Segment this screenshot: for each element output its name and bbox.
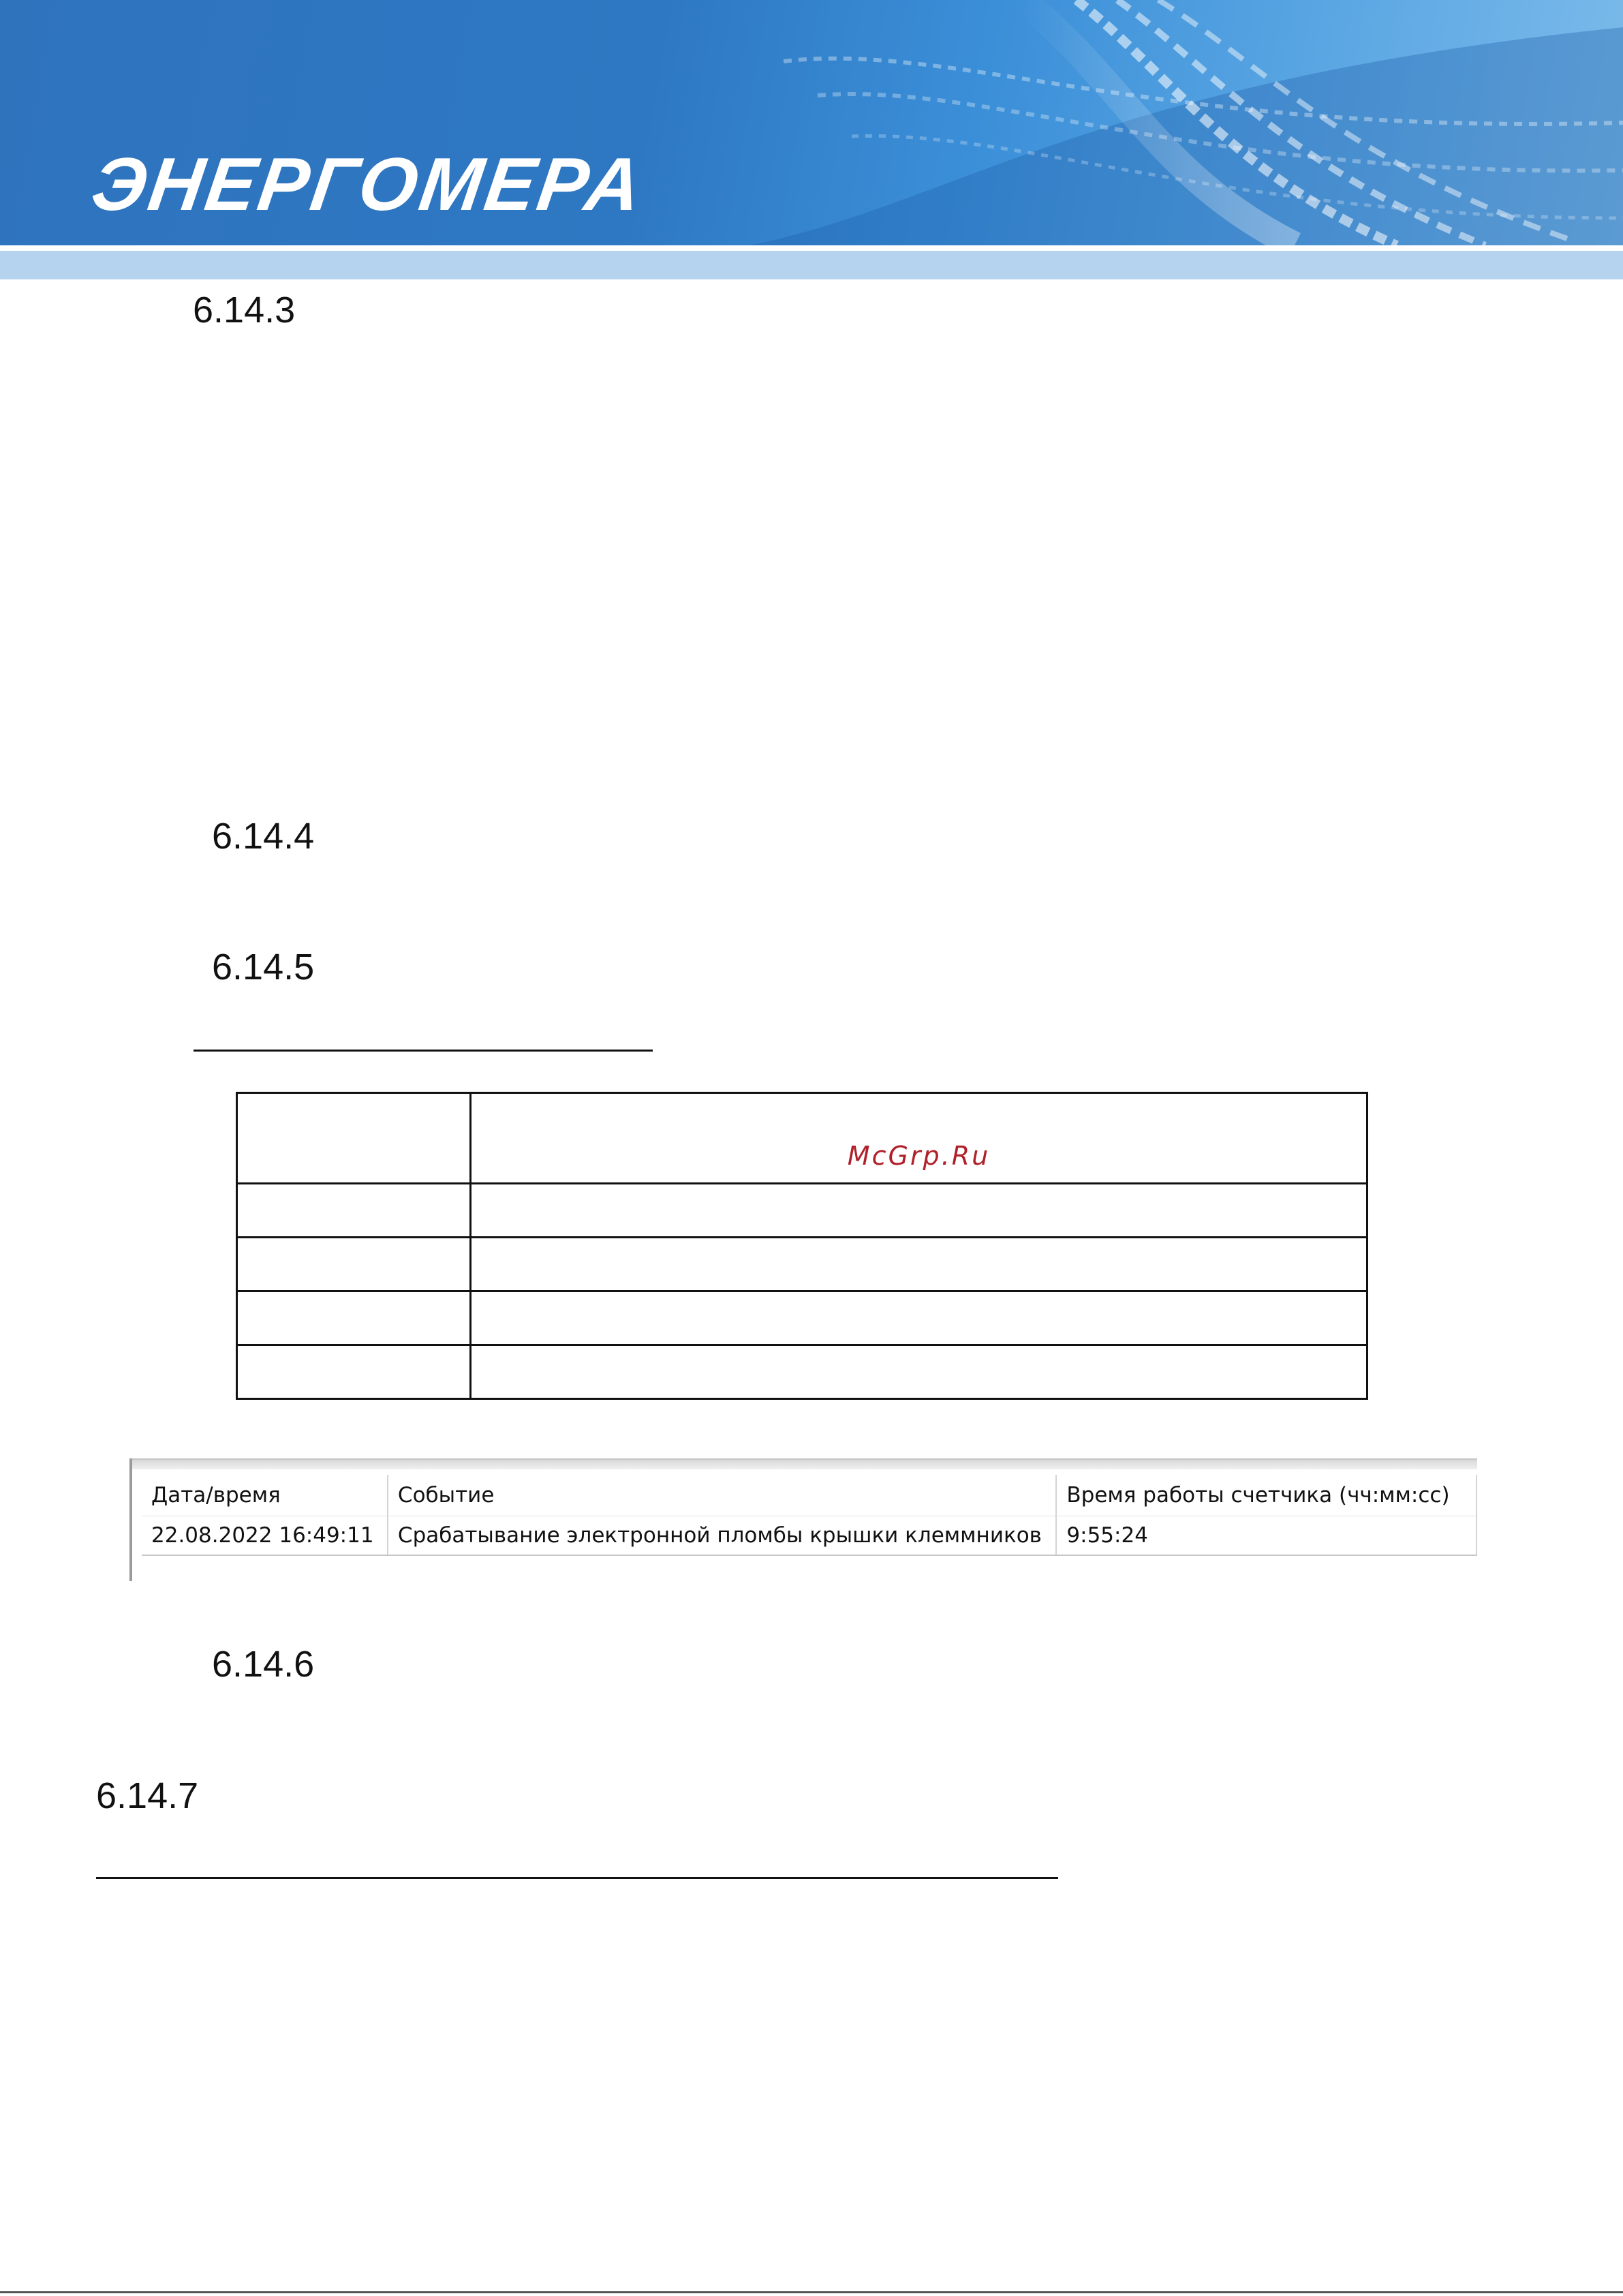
table-header-row <box>237 1093 1367 1184</box>
header-stripe <box>0 251 1623 279</box>
journal-header-row <box>142 1475 1477 1516</box>
table-cell <box>471 1238 1367 1291</box>
column-header-datetime[interactable]: Дата/время <box>142 1475 388 1516</box>
event-journal-table <box>142 1475 1477 1556</box>
cell-datetime: 22.08.2022 16:49:11 <box>142 1516 388 1556</box>
table-cell <box>237 1238 471 1291</box>
table-cell <box>237 1184 471 1238</box>
section-number: 6.14.5 <box>212 947 315 988</box>
underline-rule <box>194 1050 653 1052</box>
event-journal-panel <box>129 1458 1477 1581</box>
cell-event: Срабатывание электронной пломбы крышки клеммников <box>388 1516 1056 1556</box>
table-row <box>237 1184 1367 1238</box>
column-header-event[interactable]: Событие <box>388 1475 1056 1516</box>
cell-uptime: 9:55:24 <box>1056 1516 1477 1556</box>
journal-toolbar-edge <box>132 1458 1477 1469</box>
table-cell <box>471 1184 1367 1238</box>
table-cell <box>237 1291 471 1345</box>
section-number: 6.14.6 <box>212 1644 315 1685</box>
table-row[interactable] <box>142 1516 1477 1556</box>
section-number: 6.14.3 <box>193 290 296 331</box>
section-number: 6.14.7 <box>96 1775 199 1816</box>
table-row <box>237 1238 1367 1291</box>
column-header-uptime[interactable]: Время работы счетчика (чч:мм:сс) <box>1056 1475 1477 1516</box>
brand-logo: ЭНЕРГОМЕРА <box>87 142 649 226</box>
table-row <box>237 1345 1367 1399</box>
table-row <box>237 1291 1367 1345</box>
document-table <box>236 1092 1368 1400</box>
header-banner <box>0 0 1623 245</box>
table-cell <box>471 1345 1367 1399</box>
page-bottom-rule <box>0 2291 1623 2293</box>
table-cell <box>471 1291 1367 1345</box>
table-cell <box>237 1093 471 1184</box>
watermark-text: McGrp.Ru <box>847 1141 991 1171</box>
underline-rule <box>96 1877 1058 1879</box>
table-cell <box>237 1345 471 1399</box>
section-number: 6.14.4 <box>212 816 315 857</box>
table-cell <box>471 1093 1367 1184</box>
